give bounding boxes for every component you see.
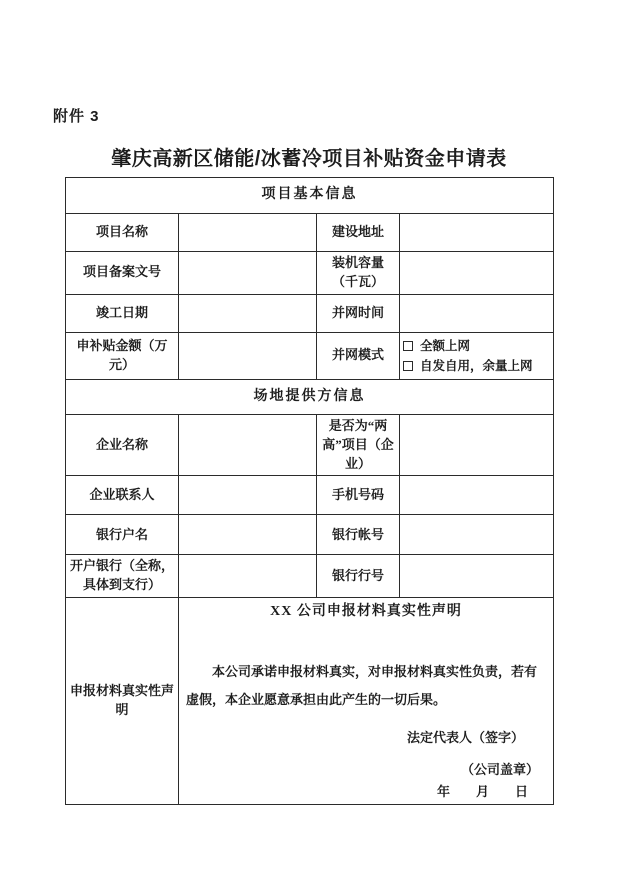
table-row	[66, 252, 554, 295]
grid-mode-option-self-use[interactable]	[403, 357, 550, 375]
project-filing-number-value-cell[interactable]	[179, 252, 317, 295]
construction-address-label: 建设地址	[317, 214, 400, 252]
declaration-row-label: 申报材料真实性声明	[66, 598, 179, 804]
grid-connection-time-label: 并网时间	[317, 294, 400, 332]
completion-date-label: 竣工日期	[66, 294, 179, 332]
grid-mode-options-cell	[400, 332, 554, 379]
table-row	[66, 294, 554, 332]
bank-branch-code-label: 银行行号	[317, 555, 400, 598]
application-form-table	[65, 177, 554, 805]
section-header-project-info: 项目基本信息	[66, 178, 554, 214]
table-row	[66, 332, 554, 379]
declaration-body: 本公司承诺申报材料真实，对申报材料真实性负责，若有虚假，本企业愿意承担由此产生的一切后果。	[186, 664, 538, 707]
bank-name-value-cell[interactable]	[179, 555, 317, 598]
bank-branch-code-value-cell[interactable]	[400, 555, 554, 598]
checkbox-icon[interactable]	[403, 341, 413, 351]
company-name-label: 企业名称	[66, 414, 179, 476]
declaration-content-cell	[179, 598, 554, 804]
construction-address-value-cell[interactable]	[400, 214, 554, 252]
date-line: 年 月 日	[436, 783, 528, 799]
bank-account-name-value-cell[interactable]	[179, 515, 317, 555]
table-row	[66, 214, 554, 252]
bank-name-label: 开户银行（全称，具体到支行）	[66, 555, 179, 598]
bank-account-number-value-cell[interactable]	[400, 515, 554, 555]
mobile-number-value-cell[interactable]	[400, 476, 554, 515]
subsidy-amount-label: 申补贴金额（万元）	[66, 332, 179, 379]
section-header-row	[66, 178, 554, 214]
project-name-label: 项目名称	[66, 214, 179, 252]
grid-mode-option-label: 全额上网	[420, 338, 471, 353]
two-high-project-value-cell[interactable]	[400, 414, 554, 476]
company-contact-value-cell[interactable]	[179, 476, 317, 515]
table-row	[66, 555, 554, 598]
installed-capacity-label: 装机容量（千瓦）	[317, 252, 400, 295]
table-row	[66, 414, 554, 476]
company-contact-label: 企业联系人	[66, 476, 179, 515]
grid-connection-time-value-cell[interactable]	[400, 294, 554, 332]
section-header-site-provider: 场地提供方信息	[66, 379, 554, 414]
mobile-number-label: 手机号码	[317, 476, 400, 515]
two-high-project-label: 是否为“两高”项目（企业）	[317, 414, 400, 476]
installed-capacity-value-cell[interactable]	[400, 252, 554, 295]
section-header-row	[66, 379, 554, 414]
subsidy-amount-value-cell[interactable]	[179, 332, 317, 379]
table-row	[66, 476, 554, 515]
project-filing-number-label: 项目备案文号	[66, 252, 179, 295]
company-seal-line: （公司盖章）	[460, 761, 539, 777]
legal-representative-signature-line: 法定代表人（签字）	[406, 730, 524, 746]
bank-account-number-label: 银行帐号	[317, 515, 400, 555]
bank-account-name-label: 银行户名	[66, 515, 179, 555]
checkbox-icon[interactable]	[403, 361, 413, 371]
grid-mode-label: 并网模式	[317, 332, 400, 379]
attachment-label: 附件 3	[53, 108, 100, 125]
completion-date-value-cell[interactable]	[179, 294, 317, 332]
page-title: 肇庆高新区储能/冰蓄冷项目补贴资金申请表	[111, 148, 507, 170]
project-name-value-cell[interactable]	[179, 214, 317, 252]
company-name-value-cell[interactable]	[179, 414, 317, 476]
declaration-title: XX 公司申报材料真实性声明	[270, 604, 462, 620]
table-row	[66, 515, 554, 555]
grid-mode-option-full[interactable]	[403, 337, 550, 355]
declaration-row	[66, 598, 554, 804]
grid-mode-option-label: 自发自用，余量上网	[420, 358, 533, 373]
